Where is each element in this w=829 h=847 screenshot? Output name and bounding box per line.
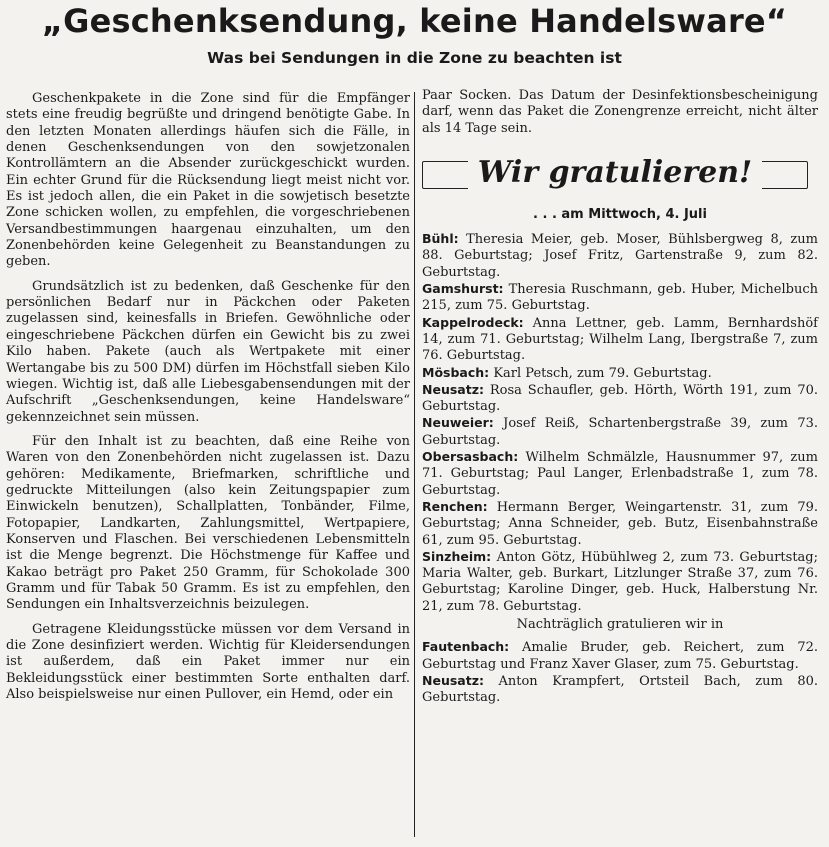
- entry-place: Fautenbach:: [422, 639, 510, 655]
- entry-place: Obersasbach:: [422, 449, 519, 465]
- entry-text: Josef Reiß, Schartenbergstraße 39, zum 73. Geburtstag.: [422, 416, 818, 448]
- birthday-entry: [422, 449, 818, 499]
- birthday-entry: [422, 639, 818, 673]
- entry-text: Karl Petsch, zum 79. Geburtstag.: [493, 365, 712, 381]
- entry-text: Anton Krampfert, Ortsteil Bach, zum 80. Geburtstag.: [422, 673, 819, 706]
- article-paragraph: Getragene Kleidungsstücke müssen vor dem Versand in die Zone desinfiziert werden. Wichtig für Kleidersendungen ist außerdem, daß ein Paket immer nur ein Bekleidungsstück einer bestimmten Sorte enthalten darf. Also beispielsweise nur einen Pullover, ein Hemd, oder ein: [6, 621, 410, 703]
- entry-place: Mösbach:: [422, 364, 490, 380]
- birthday-entry: [422, 281, 818, 315]
- entry-place: Neusatz:: [422, 381, 484, 397]
- entry-text: Anton Götz, Hübühlweg 2, zum 73. Geburtstag; Maria Walter, geb. Burkart, Litzlunger Straße 37, zum 76. Geburtstag; Karoline Dinger, geb. Huck, Halberstung Nr. 21, zum 78. Geburtstag.: [422, 549, 818, 614]
- entry-text: Theresia Ruschmann, geb. Huber, Michelbuch 215, zum 75. Geburtstag.: [422, 282, 818, 314]
- article-paragraph: Grundsätzlich ist zu bedenken, daß Geschenke für den persönlichen Bedarf nur in Päckchen oder Paketen zugelassen sind, keinesfalls in Briefen. Gewöhnliche oder eingeschriebene Päckchen dürfen ein Gewicht bis zu zwei Kilo haben. Pakete (auch als Wertpakete mit einer Wertangabe bis zu 500 DM) dürfen im Höchstfall sieben Kilo wiegen. Wichtig ist, daß alle Liebesgabensendungen mit der Aufschrift „Geschenksendungen, keine Handelsware“ gekennzeichnet sein müssen.: [6, 278, 410, 425]
- birthday-entry: [422, 382, 818, 416]
- entry-place: Neuweier:: [422, 415, 494, 431]
- article-paragraph: Für den Inhalt ist zu beachten, daß eine Reihe von Waren von den Zonenbehörden nicht zugelassen ist. Dazu gehören: Medikamente, Briefmarken, schriftliche und gedruckte Mitteilungen (also kein Zeitungspapier zum Einwickeln benutzen), Schallplatten, Tonbänder, Filme, Fotopapier, Landkarten, Zahlungsmittel, Wertpapiere, Konserven und Flaschen. Bei verschiedenen Lebensmitteln ist die Menge begrenzt. Die Höchstmenge für Kaffee und Kakao beträgt pro Paket 250 Gramm, für Schokolade 300 Gramm und für Tabak 50 Gramm. Es ist zu empfehlen, den Sendungen ein Inhaltsverzeichnis beizulegen.: [6, 433, 410, 613]
- birthday-entry: [422, 549, 818, 615]
- entry-place: Bühl:: [422, 231, 459, 247]
- birthday-list: [422, 231, 818, 615]
- article-headline: „Geschenksendung, keine Handelsware“: [41, 2, 788, 40]
- birthday-entry: [422, 365, 818, 382]
- banner-title: Wir gratulieren!: [468, 155, 762, 190]
- birthday-entry: [422, 499, 818, 549]
- entry-text: Rosa Schaufler, geb. Hörth, Wörth 191, zum 70. Geburtstag.: [422, 382, 818, 415]
- entry-text: Anna Lettner, geb. Lamm, Bernhardshöf 14, zum 71. Geburtstag; Wilhelm Lang, Ibergstraße 7, zum 76. Geburtstag.: [422, 315, 818, 364]
- article-subheadline: Was bei Sendungen in die Zone zu beachten ist: [207, 49, 622, 67]
- article-body: [6, 91, 410, 711]
- birthday-entry: [422, 231, 818, 281]
- entry-text: Wilhelm Schmälzle, Hausnummer 97, zum 71. Geburtstag; Paul Langer, Erlenbadstraße 1, zum 78. Geburtstag.: [422, 450, 818, 498]
- birthday-dateline: . . . am Mittwoch, 4. Juli: [533, 206, 707, 222]
- entry-place: Gamshurst:: [422, 281, 504, 297]
- birthday-entry: [422, 415, 818, 449]
- entry-place: Sinzheim:: [422, 548, 492, 564]
- birthday-banner: [422, 155, 818, 195]
- right-column: [422, 88, 818, 707]
- birthday-entry: [422, 315, 818, 365]
- entry-place: Neusatz:: [422, 672, 484, 688]
- late-congrats-note: Nachträglich gratulieren wir in: [516, 617, 724, 633]
- entry-text: Hermann Berger, Weingartenstr. 31, zum 79. Geburtstag; Anna Schneider, geb. Butz, Eisenbahnstraße 61, zum 95. Geburtstag.: [422, 499, 819, 548]
- birthday-entry: [422, 673, 818, 707]
- column-divider: [414, 92, 415, 837]
- late-birthday-list: [422, 639, 818, 706]
- entry-text: Amalie Bruder, geb. Reichert, zum 72. Geburtstag und Franz Xaver Glaser, zum 75. Geburtstag.: [422, 640, 818, 672]
- entry-place: Kappelrodeck:: [422, 314, 524, 330]
- article-continuation: Paar Socken. Das Datum der Desinfektionsbescheinigung darf, wenn das Paket die Zonengrenze erreicht, nicht älter als 14 Tage sein.: [422, 88, 818, 136]
- entry-text: Theresia Meier, geb. Moser, Bühlsbergweg 8, zum 88. Geburtstag; Josef Fritz, Gartenstraße 9, zum 82. Geburtstag.: [422, 232, 818, 280]
- entry-place: Renchen:: [422, 498, 488, 514]
- article-paragraph: Geschenkpakete in die Zone sind für die Empfänger stets eine freudig begrüßte und dringend benötigte Gabe. In den letzten Monaten allerdings häufen sich die Fälle, in denen Geschenksendungen von den sowjetzonalen Kontrollämtern an die Absender zurückgeschickt wurden. Ein echter Grund für die Rücksendung liegt meist nicht vor. Es ist jedoch allen, die ein Paket in die sowjetisch besetzte Zone schicken wollen, zu empfehlen, die vorgeschriebenen Versandbestimmungen haargenau einzuhalten, um den Zonenbehörden keine Gelegenheit zu Beanstandungen zu geben.: [6, 91, 410, 270]
